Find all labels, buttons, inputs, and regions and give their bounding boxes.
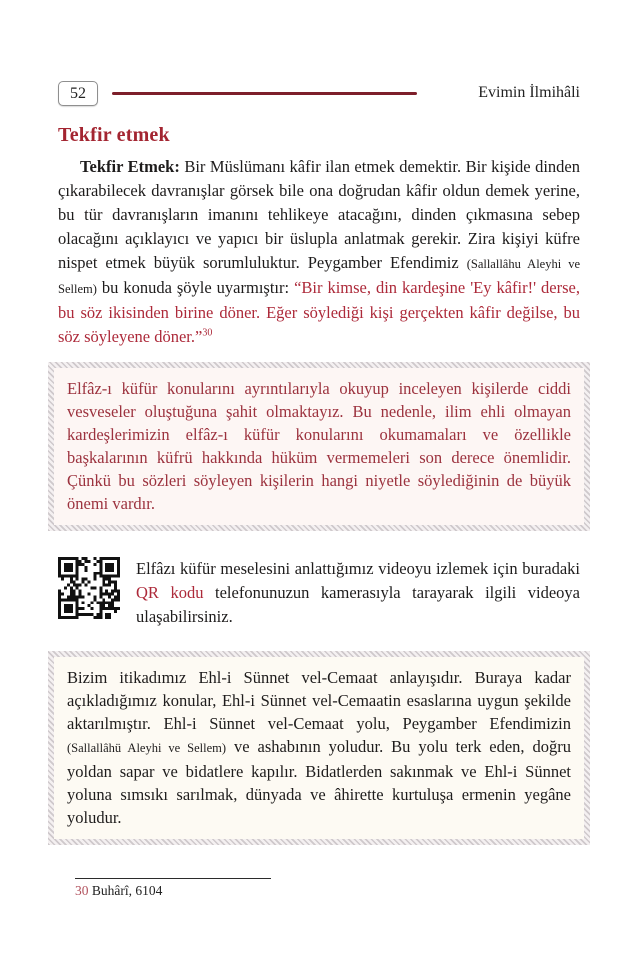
- footnote: [75, 878, 555, 899]
- header-rule: [112, 92, 417, 95]
- footnote-number: 30: [75, 883, 89, 898]
- qr-instruction: [136, 557, 580, 629]
- salawat-text: (Sallallâhu Aleyhi ve Sellem): [58, 257, 581, 296]
- footnote-source: Buhârî, 6104: [88, 883, 163, 898]
- footnote-text: [75, 883, 555, 899]
- creed-box: [48, 651, 590, 845]
- section-title: Tekfir etmek: [58, 124, 170, 146]
- warning-box-text: Elfâz-ı küfür konularını ayrıntılarıyla okuyup inceleyen kişilerde ciddi vesveseler oluştuğuna şahit olmaktayız. Bu nedenle, ilim ehli olmayan kardeşlerimizin elfâz-ı küfür konularını okumamaları ve özellikle başkalarının küfrü hakkında hüküm vermemeleri son derece önemlidir. Çünkü bu sözleri söyleyen kişilerin hangi niyetle söylediğinin de büyük önemi vardır.: [54, 368, 584, 525]
- body-paragraph: [58, 155, 580, 349]
- footnote-rule: [75, 878, 271, 879]
- qr-code: [58, 557, 120, 619]
- footnote-reference: 30: [202, 327, 213, 339]
- paragraph-text: Bir Müslümanı kâfir ilan etmek demektir. Bir kişide dinden çıkarabilecek davranışlar görsek bile ona doğrudan kâfir oldun demek yerine, bu tür davranışların imanını tehlikeye atacağını, dinden çıkmasına sebep olacağını açıklayıcı ve yapıcı bir üslupla anlatmak gerekir. Zira kişiyi küfre nispet etmek büyük sorumluluktur. Peygamber Efendimiz: [58, 157, 580, 272]
- qr-text-after: telefonunuzun kamerasıyla tarayarak ilgili videoya ulaşabilirsiniz.: [136, 583, 581, 626]
- creed-text-after: ve ashabının yoludur. Bu yolu terk eden, doğru yoldan sapar ve bidatlere kapılır. Bidatlerden sakınmak ve Ehl-i Sünnet yoluna sımsıkı sarılmak, dünyada ve âhirette kurtuluşa ermenin yegâne yoludur.: [67, 737, 571, 827]
- page-header: [58, 80, 580, 106]
- creed-salawat-text: (Sallallâhü Aleyhi ve Sellem): [67, 741, 227, 755]
- qr-section: [58, 557, 580, 629]
- book-title: Evimin İlmihâli: [478, 84, 580, 101]
- page-number: 52: [58, 81, 98, 106]
- warning-box: [48, 362, 590, 531]
- qr-kodu-highlight: QR kodu: [136, 583, 204, 602]
- creed-box-text: [54, 657, 584, 839]
- paragraph-lead: Tekfir Etmek:: [80, 157, 180, 176]
- hadith-quote: “Bir kimse, din kardeşine 'Ey kâfir!' derse, bu söz ikisinden birine döner. Eğer söylediği kişi gerçekten kâfir değilse, bu söz söyleyene döner.”: [58, 278, 580, 346]
- creed-text-before: Bizim itikadımız Ehl-i Sünnet vel-Cemaat anlayışıdır. Buraya kadar açıkladığımız konular, Ehl-i Sünnet vel-Cemaatin esaslarına uygun şekilde aktarılmıştır. Ehl-i Sünnet vel-Cemaat yolu, Peygamber Efendimizin: [67, 668, 571, 733]
- qr-text-before: Elfâzı küfür meselesini anlattığımız videoyu izlemek için buradaki: [136, 559, 580, 578]
- paragraph-text-continued: bu konuda şöyle uyarmıştır:: [96, 278, 295, 297]
